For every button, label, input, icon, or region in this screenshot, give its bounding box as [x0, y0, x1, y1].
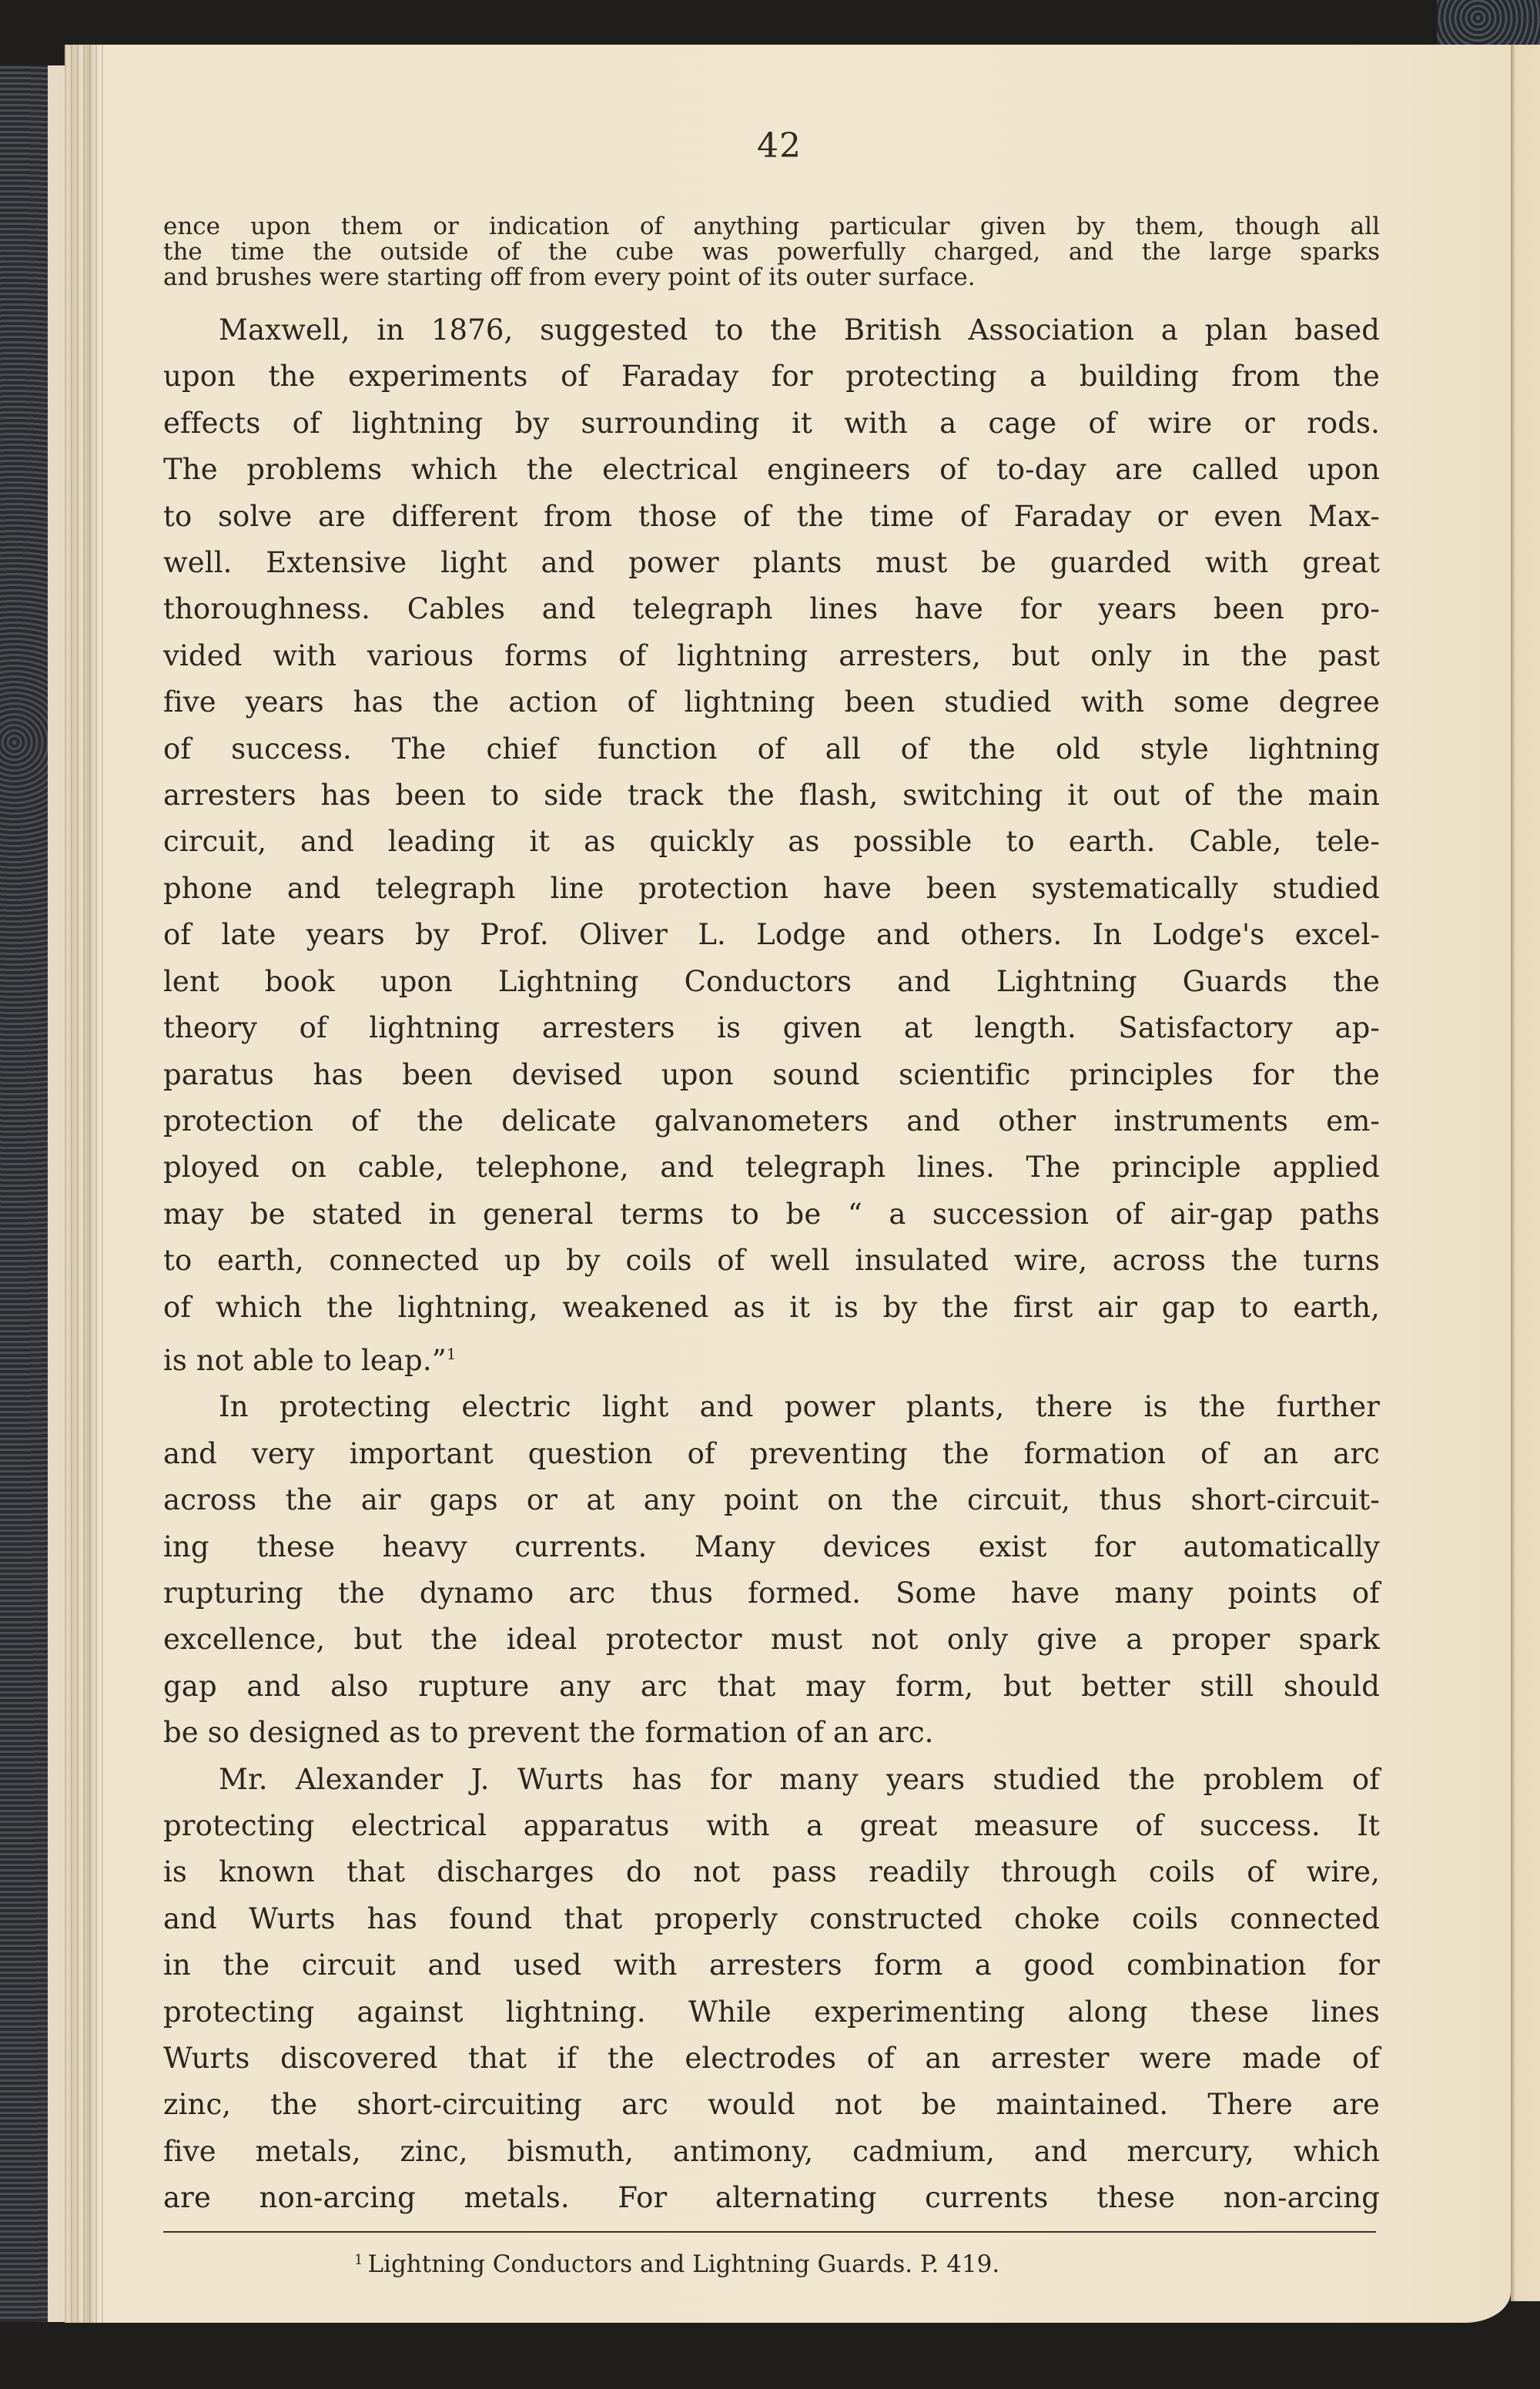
text-line: protection of the delicate galvanometers and other instruments em-: [163, 1104, 1380, 1138]
text-line: paratus has been devised upon sound scientific principles for the: [163, 1057, 1380, 1091]
text-line: In protecting electric light and power plants, there is the further: [219, 1390, 1380, 1424]
text-line: five years has the action of lightning been studied with some degree: [163, 685, 1380, 719]
footnote: [163, 2245, 1380, 2280]
paragraph-maxwell: [163, 307, 1380, 1384]
text-line: of late years by Prof. Oliver L. Lodge and others. In Lodge's excel-: [163, 918, 1380, 952]
text-line: circuit, and leading it as quickly as possible to earth. Cable, tele-: [163, 825, 1380, 859]
text-line: Maxwell, in 1876, suggested to the British Association a plan based: [219, 313, 1380, 347]
text-line: and brushes were starting off from every point of its outer surface.: [163, 263, 976, 291]
text-line: excellence, but the ideal protector must not only give a proper spark: [163, 1623, 1380, 1657]
text-line: the time the outside of the cube was powerfully charged, and the large sparks: [163, 238, 1380, 266]
continuation-text: [163, 214, 1380, 290]
text-line: of success. The chief function of all of the old style lightning: [163, 732, 1380, 766]
page-edges-left: [65, 45, 103, 2323]
text-line: The problems which the electrical engineers of to-day are called upon: [163, 453, 1380, 487]
adjacent-page-edge: [1511, 45, 1540, 2301]
text-line: to earth, connected up by coils of well insulated wire, across the turns: [163, 1244, 1380, 1278]
footnote-text: Lightning Conductors and Lightning Guards. P. 419.: [367, 2250, 1000, 2278]
text-line: vided with various forms of lightning arresters, but only in the past: [163, 638, 1380, 672]
text-line-with-footnote: [163, 1331, 1380, 1384]
text-line: to solve are different from those of the time of Faraday or even Max-: [163, 499, 1380, 533]
footnote-marker: 1: [354, 2251, 363, 2268]
paragraph-wurts: [163, 1757, 1380, 2222]
text-line: five metals, zinc, bismuth, antimony, cadmium, and mercury, which: [163, 2134, 1380, 2168]
text-line: ing these heavy currents. Many devices exist for automatically: [163, 1530, 1380, 1563]
text-line: rupturing the dynamo arc thus formed. Some have many points of: [163, 1576, 1380, 1610]
text-line: upon the experiments of Faraday for protecting a building from the: [163, 360, 1380, 394]
text-line: may be stated in general terms to be “ a succession of air-gap paths: [163, 1197, 1380, 1231]
text-line: theory of lightning arresters is given at length. Satisfactory ap-: [163, 1011, 1380, 1045]
footnote-reference[interactable]: 1: [446, 1344, 457, 1363]
text-line: phone and telegraph line protection have been systematically studied: [163, 871, 1380, 905]
text-line: well. Extensive light and power plants must be guarded with great: [163, 546, 1380, 580]
text-line: thoroughness. Cables and telegraph lines have for years been pro-: [163, 592, 1380, 626]
page-stack-edge: [48, 65, 65, 2322]
text-line: arresters has been to side track the flash, switching it out of the main: [163, 779, 1380, 813]
text-line: effects of lightning by surrounding it with a cage of wire or rods.: [163, 406, 1380, 440]
text-line: and Wurts has found that properly constructed choke coils connected: [163, 1901, 1380, 1935]
text-line: protecting against lightning. While experimenting along these lines: [163, 1995, 1380, 2029]
body-text: [163, 307, 1380, 2222]
text-line: ployed on cable, telephone, and telegraph lines. The principle applied: [163, 1151, 1380, 1184]
text-line: ence upon them or indication of anything particular given by them, though all: [163, 213, 1380, 240]
text-line: is known that discharges do not pass readily through coils of wire,: [163, 1855, 1380, 1889]
text-line: lent book upon Lightning Conductors and Lightning Guards the: [163, 964, 1380, 998]
text-line: across the air gaps or at any point on the circuit, thus short-circuit-: [163, 1483, 1380, 1517]
text-line: are non-arcing metals. For alternating currents these non-arcing: [163, 2181, 1380, 2215]
text-line: Mr. Alexander J. Wurts has for many years studied the problem of: [219, 1762, 1380, 1796]
text-line: zinc, the short-circuiting arc would not be maintained. There are: [163, 2088, 1380, 2122]
footnote-divider: [163, 2231, 1376, 2233]
paragraph-arc-prevention: [163, 1384, 1380, 1756]
page-number: 42: [757, 126, 802, 166]
text-line: Wurts discovered that if the electrodes of an arrester were made of: [163, 2042, 1380, 2076]
book-cover-right: [1437, 0, 1540, 45]
book-cover-left: [0, 65, 49, 2322]
text-line: protecting electrical apparatus with a great measure of success. It: [163, 1809, 1380, 1842]
text-line: be so designed as to prevent the formation of an arc.: [163, 1716, 934, 1750]
text-line: is not able to leap.”: [163, 1343, 447, 1377]
page-content: [163, 123, 1380, 2280]
text-line: of which the lightning, weakened as it is by the first air gap to earth,: [163, 1290, 1380, 1324]
text-line: gap and also rupture any arc that may form, but better still should: [163, 1669, 1380, 1703]
text-line: in the circuit and used with arresters form a good combination for: [163, 1948, 1380, 1982]
text-line: and very important question of preventing the formation of an arc: [163, 1436, 1380, 1470]
